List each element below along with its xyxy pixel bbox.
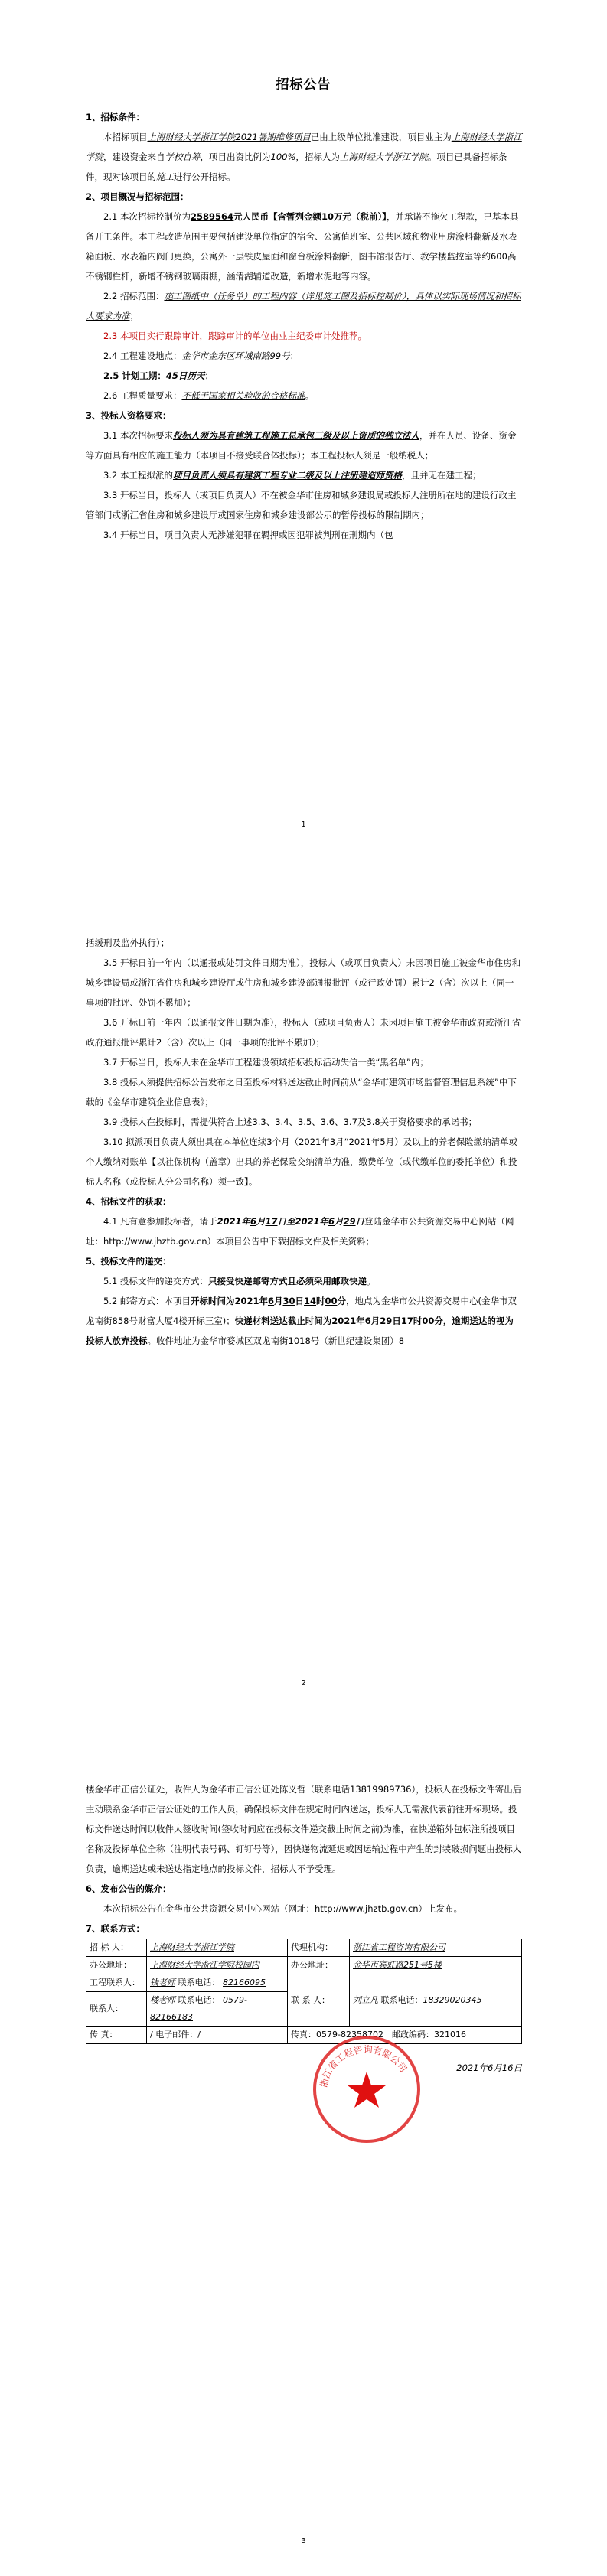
svg-text:浙江省工程咨询有限公司: 浙江省工程咨询有限公司 [318,2043,410,2089]
table-row: 工程联系人： 钱老师 联系电话： 82166095 联 系 人： 刘立凡 联系电话：18329020345 [86,1974,522,1992]
section-2-heading: 2、项目概况与招标范围： [86,191,189,202]
page-number: 2 [301,1679,306,1687]
section-6-heading: 6、发布公告的媒介： [86,1883,171,1894]
contact-table [86,1939,522,2044]
section-3-heading: 3、投标人资格要求： [86,410,171,421]
table-row: 招 标 人： 上海财经大学浙江学院 代理机构： 浙江省工程咨询有限公司 [86,1939,522,1957]
clause-5-2: 5.2 邮寄方式：本项目开标时间为2021年6月30日14时00分，地点为金华市公共资源交易中心(金华市双龙南街858号财富大厦4楼开标三室)；快递材料送达截止时间为2021年6月29日17时00分，逾期送达的视为投标人放弃投标。收件地址为金华市婺城区双龙南街1018号（新世纪建设集团）8 [86,1296,517,1346]
clause-3-10: 3.10 拟派项目负责人须出具在本单位连续3个月（2021年3月“2021年5月）及以上的养老保险缴纳清单或个人缴纳对账单【以社保机构（盖章）出具的养老保险交纳清单为准，缴费单位（或代缴单位的委托单位）和投标人名称（或投标人分公司名称）须一致】。 [86,1136,518,1187]
table-row: 联系人： 楼老师 联系电话： 0579-82166183 [86,1992,522,2027]
issue-date: 2021年6月16日 [456,2062,522,2073]
page-number: 1 [301,820,306,829]
clause-2-1: 2.1 本次招标控制价为2589564元人民币【含暂列金额10万元（税前）】，并承诺不拖欠工程款，已基本具备开工条件。本工程改造范围主要包括建设单位指定的宿舍、公寓值班室、公共区域和物业用房涂料翻新及水表箱面板、水表箱内阀门更换，公寓外一层铁皮屋面和窗台板涂料翻新，图书馆报告厅、教学楼监控室等约600高不锈钢栏杆，新增不锈钢玻璃雨棚，涵清湖辅道改造，新增水泥地等内容。 [86,211,519,282]
clause-2-2: 2.2 招标范围：施工图纸中（任务单）的工程内容（详见施工图及招标控制价），具体以实际现场情况和招标人要求为准； [86,291,521,321]
clause-6: 本次招标公告在金华市公共资源交易中心网站（网址：http://www.jhztb.gov.cn）上发布。 [103,1903,463,1914]
table-row: 传 真： / 电子邮件：/ 传真：0579-82358702 邮政编码：321016 [86,2027,522,2044]
document-title: 招标公告 [276,77,331,93]
section-4-heading: 4、招标文件的获取： [86,1196,171,1207]
clause-3-3: 3.3 开标当日，投标人（或项目负责人）不在被金华市住房和城乡建设局或投标人注册所在地的建设行政主管部门或浙江省住房和城乡建设厅或国家住房和城乡建设部公示的暂停投标的限制期内； [86,490,517,520]
page-3-content [86,1779,522,2078]
clause-3-6: 3.6 开标日前一年内（以通报文件日期为准），投标人（或项目负责人）未因项目施工被金华市政府或浙江省政府通报批评累计2（含）次以上（同一事项的批评不累加）； [86,1017,521,1048]
clause-3-5: 3.5 开标日前一年内（以通报或处罚文件日期为准），投标人（或项目负责人）未因项目施工被金华市住房和城乡建设局或浙江省住房和城乡建设厅或住房和城乡建设部通报批评（或行政处罚）累计2（含）次以上（同一事项的批评、处罚不累加）； [86,957,521,1008]
clause-5-2-continued: 楼金华市正信公证处，收件人为金华市正信公证处陈义哲（联系电话13819989736），投标人在投标文件寄出后主动联系金华市正信公证处的工作人员，确保投标文件在规定时间内送达，投标人无需派代表前往开标现场。投标文件送达时间以收件人签收时间(签收时间应在投标文件递交截止时间之前)为准，在快递箱外包标注所投项目名称及投标单位全称（注明代表号码、钉钉号等），因快递物流延迟或因运输过程中产生的封装破损问题由投标人负责，逾期送达或未送达指定地点的投标文件，招标人不予受理。 [86,1784,522,1874]
clause-3-4-part-a: 3.4 开标当日，项目负责人无涉嫌犯罪在羁押或因犯罪被判刑在刑期内（包 [103,530,393,540]
page-1-content [86,107,522,545]
clause-5-1: 5.1 投标文件的递交方式：只接受快递邮寄方式且必须采用邮政快递。 [103,1276,376,1286]
clause-2-3: 2.3 本项目实行跟踪审计，跟踪审计的单位由业主纪委审计处推荐。 [103,331,367,341]
clause-2-5: 2.5 计划工期：45日历天； [103,370,214,381]
project-name: 上海财经大学浙江学院2021暑期维修项目 [147,132,311,142]
clause-3-2: 3.2 本工程拟派的项目负责人须具有建筑工程专业二级及以上注册建造师资格，且并无在建工程； [103,470,481,481]
page-1 [0,0,607,859]
clause-2-4: 2.4 工程建设地点：金华市金东区环城南路99号； [103,351,299,361]
clause-3-8: 3.8 投标人须提供招标公告发布之日至投标材料送达截止时间前从“金华市建筑市场监督管理信息系统”中下载的《金华市建筑企业信息表》； [86,1077,517,1107]
company-seal-icon [309,2032,424,2147]
clause-3-7: 3.7 开标当日，投标人未在金华市工程建设领域招标投标活动失信一类“黑名单”内； [103,1057,429,1068]
section-1-heading: 1、招标条件： [86,112,145,122]
page-2 [0,859,607,1718]
page-3 [0,1718,607,2576]
page-number: 3 [301,2537,306,2545]
page-2-content [86,933,522,1351]
section-1-text: 本招标项目上海财经大学浙江学院2021暑期维修项目已由上级单位批准建设，项目业主为上海财经大学浙江学院，建设资金来自学校自筹，项目出资比例为100%，招标人为上海财经大学浙江学院。项目已具备招标条件，现对该项目的施工进行公开招标。 [86,132,522,182]
clause-4-1: 4.1 凡有意参加投标者，请于2021年6月17日至2021年6月29日登陆金华市公共资源交易中心网站（网址：http://www.jhztb.gov.cn）本项目公告中下载招标文件及相关资料； [86,1216,514,1247]
clause-2-6: 2.6 工程质量要求：不低于国家相关验收的合格标准。 [103,390,314,401]
table-row: 办公地址： 上海财经大学浙江学院校园内 办公地址： 金华市宾虹路251号5楼 [86,1957,522,1974]
clause-3-1: 3.1 本次招标要求投标人须为具有建筑工程施工总承包三级及以上资质的独立法人，并在人员、设备、资金等方面具有相应的施工能力（本项目不接受联合体投标）；本工程投标人须是一般纳税人； [86,430,517,461]
clause-3-9: 3.9 投标人在投标时，需提供符合上述3.3、3.4、3.5、3.6、3.7及3.8关于资格要求的承诺书； [103,1117,478,1127]
section-7-heading: 7、联系方式： [86,1923,145,1934]
clause-3-4-part-b: 括缓刑及监外执行）； [86,937,170,948]
section-5-heading: 5、投标文件的递交： [86,1256,171,1267]
